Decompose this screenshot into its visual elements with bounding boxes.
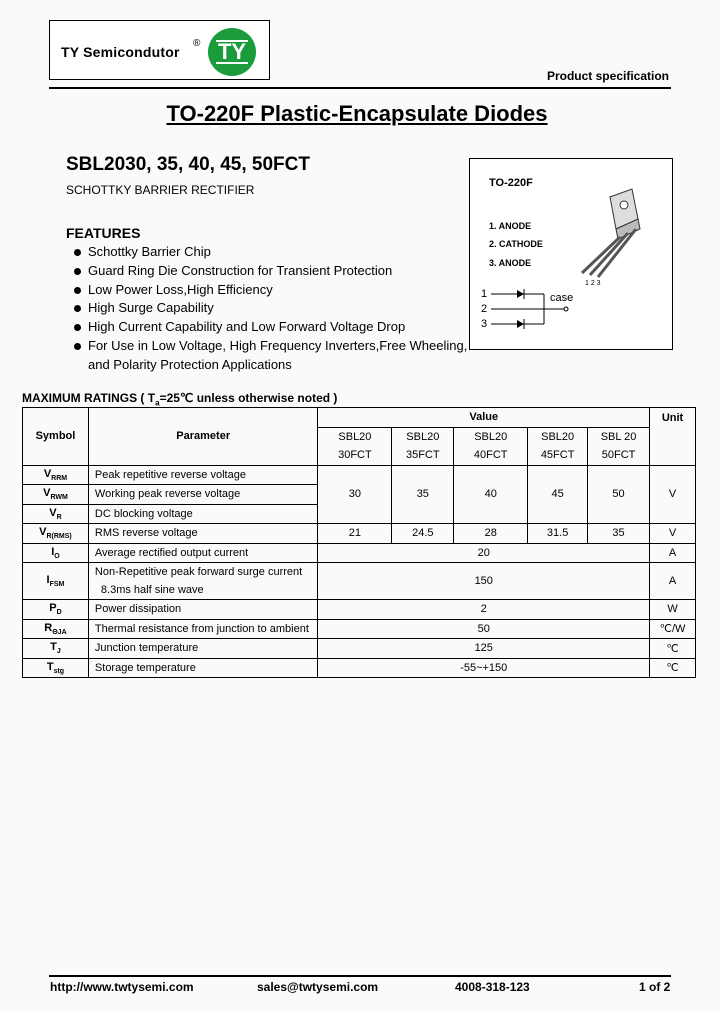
value-cell: 150 xyxy=(318,563,650,600)
model-cell: 30FCT xyxy=(318,446,392,465)
unit-cell: V xyxy=(650,465,696,524)
subtitle: SCHOTTKY BARRIER RECTIFIER xyxy=(66,183,255,197)
unit-cell: ℃/W xyxy=(650,619,696,639)
table-row xyxy=(23,600,696,620)
pin-number: 2 xyxy=(481,303,488,315)
symbol-cell: $R_{\Theta JA}$ xyxy=(23,619,89,639)
unit-cell: A xyxy=(650,543,696,563)
param-cell: Storage temperature xyxy=(88,658,318,678)
symbol-cell: $I_O$ xyxy=(23,543,89,563)
schematic-diagram xyxy=(489,287,579,332)
symbol-cell: $I_{FSM}$ xyxy=(23,563,89,600)
param-cell: Average rectified output current xyxy=(88,543,318,563)
param-cell: Thermal resistance from junction to ambient xyxy=(88,619,318,639)
param-cell: Power dissipation xyxy=(88,600,318,620)
ratings-heading: MAXIMUM RATINGS ( $T_a=25℃$ unless otherwise noted ) xyxy=(22,391,338,408)
feature-item: Low Power Loss,High Efficiency xyxy=(73,281,467,300)
model-cell: 35FCT xyxy=(392,446,454,465)
value-header: Value xyxy=(318,408,650,428)
table-row xyxy=(23,639,696,659)
value-cell: 28 xyxy=(454,524,528,544)
value-cell: 2 xyxy=(318,600,650,620)
unit-cell: ℃ xyxy=(650,658,696,678)
symbol-cell: $V_{RWM}$ xyxy=(23,485,89,505)
lead-numbers: 1 2 3 xyxy=(585,280,601,287)
param-cell: Non-Repetitive peak forward surge current 8.3ms half sine wave xyxy=(88,563,318,600)
param-cell: DC blocking voltage xyxy=(88,504,318,524)
parameter-header: Parameter xyxy=(88,408,318,466)
unit-cell: A xyxy=(650,563,696,600)
unit-cell: W xyxy=(650,600,696,620)
model-cell: 40FCT xyxy=(454,446,528,465)
feature-item: High Current Capability and Low Forward Voltage Drop xyxy=(73,318,467,337)
features-list xyxy=(73,243,467,375)
table-row xyxy=(23,619,696,639)
symbol-header: Symbol xyxy=(23,408,89,466)
model-cell: 50FCT xyxy=(588,446,650,465)
value-cell: 20 xyxy=(318,543,650,563)
param-cell: RMS reverse voltage xyxy=(88,524,318,544)
symbol-cell: $P_D$ xyxy=(23,600,89,620)
model-cell: SBL20 xyxy=(318,427,392,446)
table-row xyxy=(23,658,696,678)
pin-label: 2. CATHODE xyxy=(489,239,543,249)
footer-email[interactable]: sales@twtysemi.com xyxy=(257,980,379,994)
symbol-cell: $T_J$ xyxy=(23,639,89,659)
model-cell: SBL20 xyxy=(528,427,588,446)
value-cell: 31.5 xyxy=(528,524,588,544)
brand-name: TY Semicondutor xyxy=(61,44,180,60)
table-row xyxy=(23,563,696,600)
symbol-cell: $V_{RRM}$ xyxy=(23,465,89,485)
table-row xyxy=(23,465,696,485)
model-cell: SBL20 xyxy=(392,427,454,446)
unit-cell: V xyxy=(650,524,696,544)
param-cell: Junction temperature xyxy=(88,639,318,659)
feature-item-continued: and Polarity Protection Applications xyxy=(88,356,292,372)
value-cell: 35 xyxy=(392,465,454,524)
value-cell: 50 xyxy=(318,619,650,639)
feature-item: High Surge Capability xyxy=(73,299,467,318)
value-cell: 50 xyxy=(588,465,650,524)
pin-label: 1. ANODE xyxy=(489,221,532,231)
symbol-cell: $V_R$ xyxy=(23,504,89,524)
param-cell: Peak repetitive reverse voltage xyxy=(88,465,318,485)
pin-number: 3 xyxy=(481,318,488,330)
value-cell: 45 xyxy=(528,465,588,524)
features-heading: FEATURES xyxy=(66,225,141,241)
feature-item: For Use in Low Voltage, High Frequency Inverters,Free Wheeling, xyxy=(73,337,467,356)
value-cell: -55~+150 xyxy=(318,658,650,678)
ty-logo-icon: TY xyxy=(208,28,256,76)
package-name: TO-220F xyxy=(489,177,533,189)
value-cell: 30 xyxy=(318,465,392,524)
header-divider xyxy=(49,87,671,89)
spec-label: Product specification xyxy=(546,69,669,83)
symbol-cell: $T_{stg}$ xyxy=(23,658,89,678)
pin-label: 3. ANODE xyxy=(489,258,532,268)
document-title: TO-220F Plastic-Encapsulate Diodes xyxy=(166,101,548,126)
footer-divider xyxy=(49,975,671,977)
case-label: case xyxy=(550,292,574,304)
value-cell: 24.5 xyxy=(392,524,454,544)
footer-url[interactable]: http://www.twtysemi.com xyxy=(50,980,194,994)
registered-mark: ® xyxy=(193,38,201,49)
table-header-row xyxy=(23,408,696,428)
model-cell: SBL20 xyxy=(454,427,528,446)
table-row xyxy=(23,543,696,563)
value-cell: 40 xyxy=(454,465,528,524)
feature-item: Schottky Barrier Chip xyxy=(73,243,467,262)
unit-cell: ℃ xyxy=(650,639,696,659)
footer-page: 1 of 2 xyxy=(639,980,671,994)
pin-number: 1 xyxy=(481,288,488,300)
value-cell: 21 xyxy=(318,524,392,544)
model-cell: SBL 20 xyxy=(588,427,650,446)
feature-item: Guard Ring Die Construction for Transient Protection xyxy=(73,262,467,281)
ratings-table xyxy=(22,407,696,678)
table-row xyxy=(23,524,696,544)
model-cell: 45FCT xyxy=(528,446,588,465)
value-cell: 125 xyxy=(318,639,650,659)
to220f-package-icon xyxy=(570,185,665,290)
part-numbers: SBL2030, 35, 40, 45, 50FCT xyxy=(66,154,310,175)
param-cell: Working peak reverse voltage xyxy=(88,485,318,505)
value-cell: 35 xyxy=(588,524,650,544)
symbol-cell: $V_{R(RMS)}$ xyxy=(23,524,89,544)
unit-header: Unit xyxy=(650,408,696,428)
footer-phone: 4008-318-123 xyxy=(455,980,530,994)
